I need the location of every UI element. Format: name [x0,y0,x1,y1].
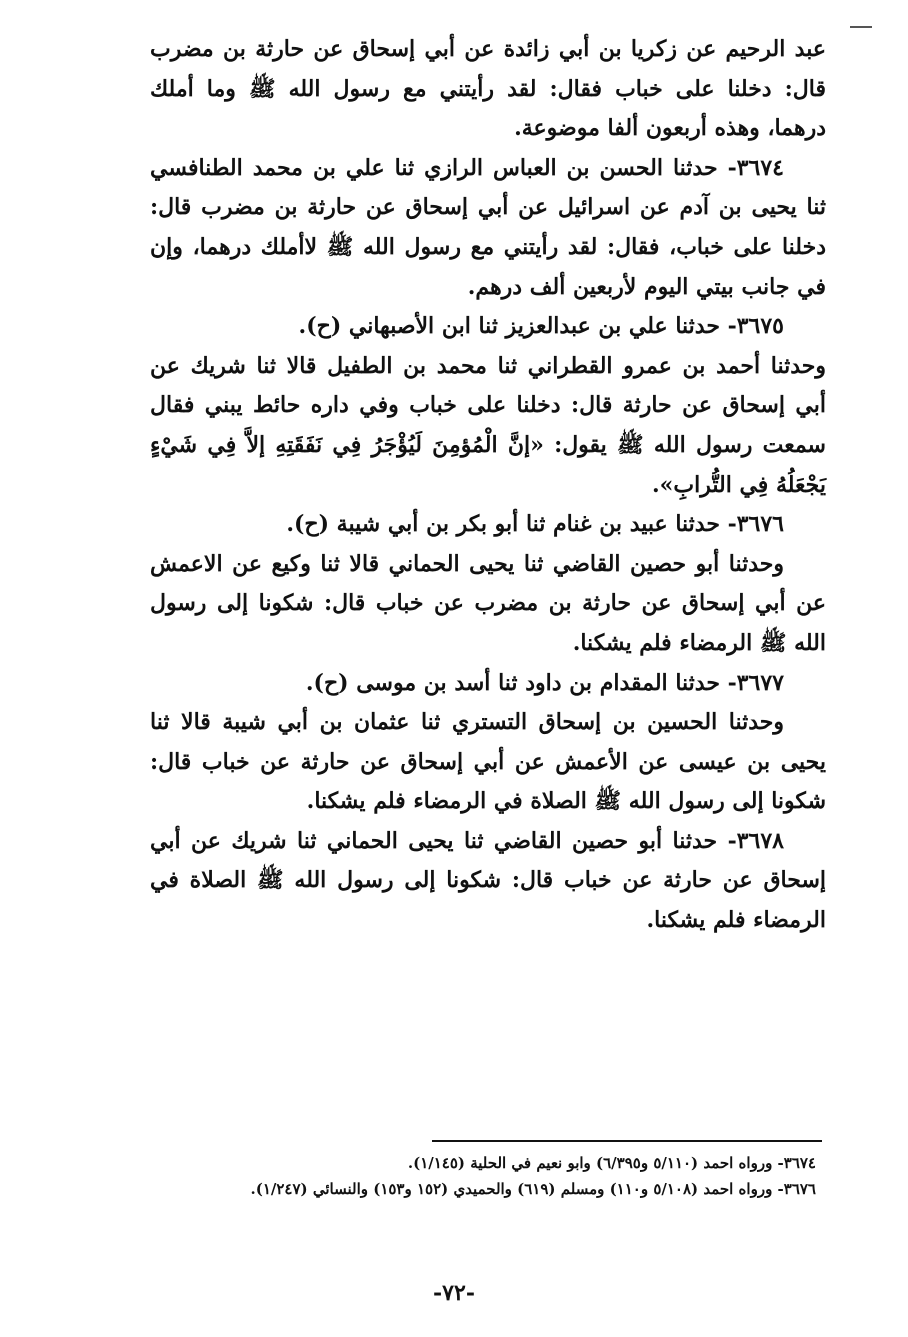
footnote-divider [432,1140,822,1142]
footnote-3676: ٣٦٧٦- ورواه احمد (٥/١٠٨ و١١٠) ومسلم (٦١٩) والحميدي (١٥٢ و١٥٣) والنسائي (١/٢٤٧). [250,1180,816,1198]
page-corner-mark [850,26,872,28]
page-number: -٧٢- [433,1280,475,1306]
hadith-3678: ٣٦٧٨- حدثنا أبو حصين القاضي ثنا يحيى الحماني ثنا شريك عن أبي إسحاق عن حارثة عن خباب قال: شكونا إلى رسول الله ﷺ الصلاة في الرمضاء فلم يشكنا. [150,827,826,934]
paragraph-continuation: عبد الرحيم عن زكريا بن أبي زائدة عن أبي إسحاق عن حارثة بن مضرب قال: دخلنا على خباب فقال: لقد رأيتني مع رسول الله ﷺ وما أملك درهما، وهذه أربعون ألفا موضوعة. [150,36,826,142]
hadith-3677: ٣٦٧٧- حدثنا المقدام بن داود ثنا أسد بن موسى (ح). [305,669,784,696]
main-text [150,30,826,941]
hadith-3677-chain: وحدثنا الحسين بن إسحاق التستري ثنا عثمان بن أبي شيبة قالا ثنا يحيى بن عيسى عن الأعمش عن أبي إسحاق عن حارثة عن خباب قال: شكونا إلى رسول الله ﷺ الصلاة في الرمضاء فلم يشكنا. [150,709,826,815]
hadith-3675: ٣٦٧٥- حدثنا علي بن عبدالعزيز ثنا ابن الأصبهاني (ح). [298,313,784,340]
hadith-3674: ٣٦٧٤- حدثنا الحسن بن العباس الرازي ثنا علي بن محمد الطنافسي ثنا يحيى بن آدم عن اسرائيل عن أبي إسحاق عن حارثة بن مضرب قال: دخلنا على خباب، فقال: لقد رأيتني مع رسول الله ﷺ لاأملك درهما، وإن في جانب بيتي اليوم لأربعين ألف درهم. [150,154,826,300]
footnotes [150,1150,816,1202]
hadith-3675-chain: وحدثنا أحمد بن عمرو القطراني ثنا محمد بن الطفيل قالا ثنا شريك عن أبي إسحاق عن حارثة قال: دخلنا على خباب وفي داره حائط يبني فقال سمعت رسول الله ﷺ يقول: «إنَّ الْمُؤمِنَ لَيُؤْجَرُ فِي نَفَقَتِهِ إلاَّ فِي شَيْءٍ يَجْعَلُهُ فِي التُّرابِ». [150,352,826,498]
footnote-3674: ٣٦٧٤- ورواه احمد (٥/١١٠ و٦/٣٩٥) وابو نعيم في الحلية (١/١٤٥). [407,1154,816,1172]
hadith-3676: ٣٦٧٦- حدثنا عبيد بن غنام ثنا أبو بكر بن أبي شيبة (ح). [286,511,784,538]
hadith-3676-chain: وحدثنا أبو حصين القاضي ثنا يحيى الحماني قالا ثنا وكيع عن الاعمش عن أبي إسحاق عن حارثة بن مضرب عن خباب قال: شكونا إلى رسول الله ﷺ الرمضاء فلم يشكنا. [150,550,826,656]
